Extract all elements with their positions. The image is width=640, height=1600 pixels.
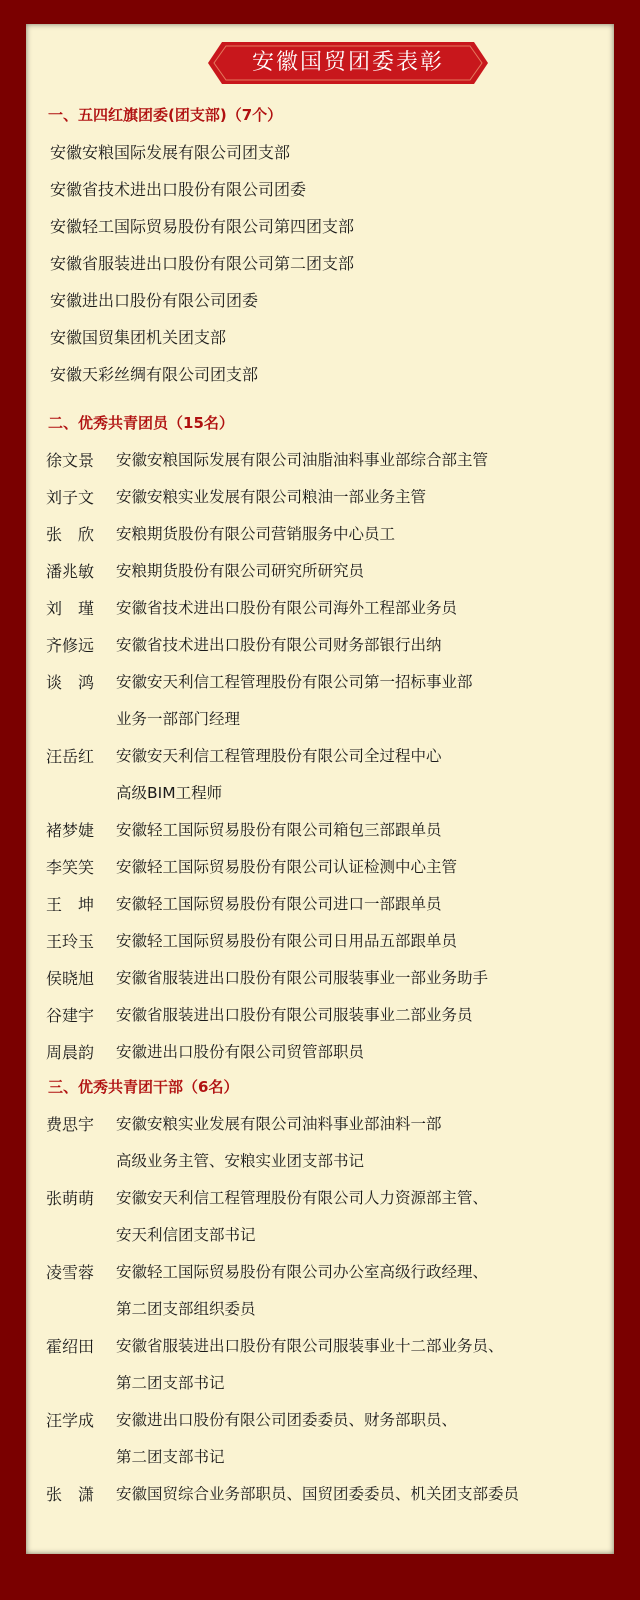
person-name: 凌雪蓉 xyxy=(46,1263,95,1282)
person-name: 周晨韵 xyxy=(46,1043,95,1062)
person-role: 安徽国贸综合业务部职员、国贸团委委员、机关团支部委员 xyxy=(116,1485,520,1503)
person-role: 安徽轻工国际贸易股份有限公司办公室高级行政经理、 xyxy=(116,1263,489,1281)
person-role: 安粮期货股份有限公司营销服务中心员工 xyxy=(116,525,396,543)
person-role: 高级业务主管、安粮实业团支部书记 xyxy=(116,1152,365,1170)
person-role: 安徽安天利信工程管理股份有限公司全过程中心 xyxy=(116,747,442,765)
person-role: 安徽轻工国际贸易股份有限公司日用品五部跟单员 xyxy=(116,932,458,950)
person-role: 安徽省服装进出口股份有限公司服装事业一部业务助手 xyxy=(116,969,489,987)
person-name: 齐修远 xyxy=(46,636,95,655)
person-name: 侯晓旭 xyxy=(46,969,95,988)
person-role: 安徽进出口股份有限公司团委委员、财务部职员、 xyxy=(116,1411,458,1429)
award-unit: 安徽省技术进出口股份有限公司团委 xyxy=(50,180,307,199)
award-unit: 安徽天彩丝绸有限公司团支部 xyxy=(50,365,259,384)
section-heading: 二、优秀共青团员（15名） xyxy=(48,414,234,432)
person-name: 汪岳红 xyxy=(46,747,95,766)
person-role: 安徽进出口股份有限公司贸管部职员 xyxy=(116,1043,365,1061)
person-role: 高级BIM工程师 xyxy=(116,784,223,802)
person-name: 刘子文 xyxy=(46,488,95,507)
person-role: 安徽省服装进出口股份有限公司服装事业十二部业务员、 xyxy=(116,1337,504,1355)
person-name: 刘 瑾 xyxy=(46,599,95,618)
person-role: 安徽省技术进出口股份有限公司海外工程部业务员 xyxy=(116,599,458,617)
page-title: 安徽国贸团委表彰 xyxy=(251,50,444,75)
person-role: 第二团支部书记 xyxy=(116,1374,225,1392)
person-name: 张萌萌 xyxy=(46,1189,95,1208)
person-name: 谷建宇 xyxy=(46,1006,95,1025)
person-role: 安徽安粮实业发展有限公司粮油一部业务主管 xyxy=(116,488,427,506)
award-unit: 安徽国贸集团机关团支部 xyxy=(50,328,227,347)
person-name: 张 欣 xyxy=(46,525,95,544)
person-role: 安徽安粮实业发展有限公司油料事业部油料一部 xyxy=(116,1115,442,1133)
person-role: 安粮期货股份有限公司研究所研究员 xyxy=(116,562,365,580)
person-role: 安徽轻工国际贸易股份有限公司箱包三部跟单员 xyxy=(116,821,442,839)
section-heading: 三、优秀共青团干部（6名） xyxy=(48,1078,239,1096)
person-name: 王玲玉 xyxy=(46,932,95,951)
person-name: 费思宇 xyxy=(46,1115,95,1134)
title-banner xyxy=(208,42,488,84)
person-role: 安徽安天利信工程管理股份有限公司人力资源部主管、 xyxy=(116,1189,489,1207)
person-role: 第二团支部组织委员 xyxy=(116,1300,256,1318)
person-name: 王 坤 xyxy=(46,895,95,914)
person-name: 谈 鸿 xyxy=(46,673,95,692)
person-name: 徐文景 xyxy=(46,451,95,470)
award-unit: 安徽安粮国际发展有限公司团支部 xyxy=(50,143,291,162)
person-role: 安徽省技术进出口股份有限公司财务部银行出纳 xyxy=(116,636,442,654)
person-role: 安徽轻工国际贸易股份有限公司认证检测中心主管 xyxy=(116,858,458,876)
award-unit: 安徽省服装进出口股份有限公司第二团支部 xyxy=(50,254,355,273)
person-name: 霍绍田 xyxy=(46,1337,95,1356)
person-name: 潘兆敏 xyxy=(46,562,95,581)
person-name: 汪学成 xyxy=(46,1411,95,1430)
person-role: 业务一部部门经理 xyxy=(116,710,241,728)
person-name: 李笑笑 xyxy=(46,858,95,877)
award-unit: 安徽轻工国际贸易股份有限公司第四团支部 xyxy=(50,217,355,236)
person-role: 安徽安粮国际发展有限公司油脂油料事业部综合部主管 xyxy=(116,451,489,469)
section-heading: 一、五四红旗团委(团支部)（7个） xyxy=(48,106,283,124)
certificate-paper xyxy=(26,24,614,1554)
person-role: 第二团支部书记 xyxy=(116,1448,225,1466)
person-role: 安徽省服装进出口股份有限公司服装事业二部业务员 xyxy=(116,1006,473,1024)
person-name: 张 潇 xyxy=(46,1485,95,1504)
person-role: 安徽安天利信工程管理股份有限公司第一招标事业部 xyxy=(116,673,473,691)
person-name: 褚梦婕 xyxy=(46,821,95,840)
person-role: 安徽轻工国际贸易股份有限公司进口一部跟单员 xyxy=(116,895,442,913)
award-unit: 安徽进出口股份有限公司团委 xyxy=(50,291,259,310)
person-role: 安天利信团支部书记 xyxy=(116,1226,256,1244)
